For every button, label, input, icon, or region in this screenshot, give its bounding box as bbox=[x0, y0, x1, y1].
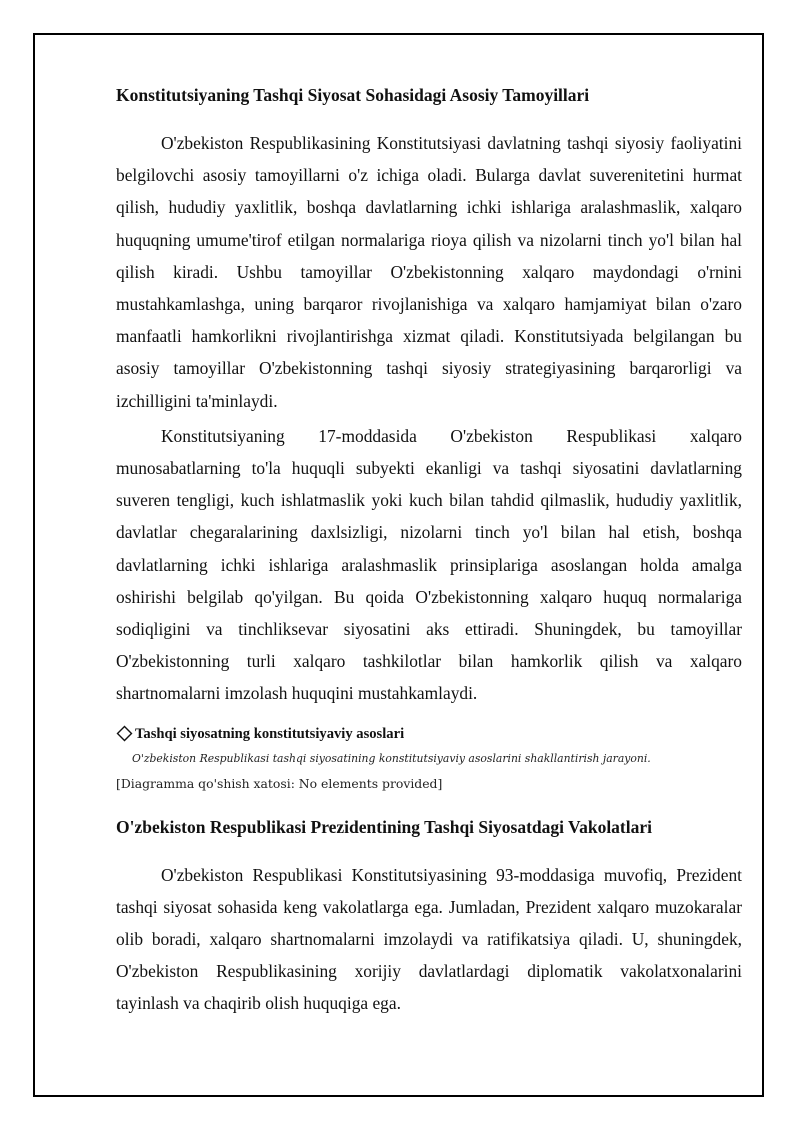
diagram-error-message: [Diagramma qo'shish xatosi: No elements provided] bbox=[116, 775, 443, 791]
paragraph-principles-2: Konstitutsiyaning 17-moddasida O'zbekiston Respublikasi xalqaro munosabatlarning to'la huquqli subyekti ekanligi va tashqi siyosatini davlatlarning suveren tengligi, kuch ishlatmaslik yoki kuch bilan tahdid qilmaslik, hududiy yaxlitlik, davlatlar chegaralarining daxlsizligi, nizolarni tinch yo'l bilan hal etish, boshqa davlatlarning ichki ishlariga aralashmaslik prinsiplariga asoslangan holda amalga oshirishi belgilab qo'yilgan. Bu qoida O'zbekistonning xalqaro huquq normalariga sodiqligini va tinchliksevar siyosatini aks ettiradi. Shuningdek, bu tamoyillar O'zbekistonning turli xalqaro tashkilotlar bilan hamkorlik qilish va xalqaro shartnomalarni imzolash huquqini mustahkamlaydi. bbox=[116, 425, 742, 704]
paragraph-principles-1: O'zbekiston Respublikasining Konstitutsiyasi davlatning tashqi siyosiy faoliyatini belgilovchi asosiy tamoyillarni o'z ichiga oladi. Bularga davlat suverenitetini hurmat qilish, hududiy yaxlitlik, boshqa davlatlarning ichki ishlariga aralashmaslik, xalqaro huquqning umume'tirof etilgan normalariga rioya qilish va nizolarni tinch yo'l bilan hal qilish kiradi. Ushbu tamoyillar O'zbekistonning xalqaro maydondagi o'rnini mustahkamlashga, uning barqaror rivojlanishiga va xalqaro hamjamiyat bilan o'zaro manfaatli hamkorlikni rivojlantirishga xizmat qiladi. Konstitutsiyada belgilangan bu asosiy tamoyillar O'zbekistonning tashqi siyosiy strategiyasining barqarorligi va izchilligini ta'minlaydi. bbox=[116, 133, 742, 411]
section-heading-president: O'zbekiston Respublikasi Prezidentining Tashqi Siyosatdagi Vakolatlari bbox=[116, 816, 653, 837]
document-body bbox=[116, 83, 742, 1014]
diagram-title: Tashqi siyosatning konstitutsiyaviy asoslari bbox=[135, 725, 405, 742]
diagram-title-row bbox=[116, 724, 742, 744]
paragraph-president-1: O'zbekiston Respublikasi Konstitutsiyasining 93-moddasiga muvofiq, Prezident tashqi siyosat sohasida keng vakolatlarga ega. Jumladan, Prezident xalqaro muzokaralar olib boradi, xalqaro shartnomalarni imzolaydi va ratifikatsiya qiladi. U, shuningdek, O'zbekiston Respublikasining xorijiy davlatlardagi diplomatik vakolatxonalarini tayinlash va chaqirib olish huquqiga ega. bbox=[116, 864, 742, 1014]
diagram-caption: O'zbekiston Respublikasi tashqi siyosatining konstitutsiyaviy asoslarini shakllantirish jarayoni. bbox=[132, 751, 651, 765]
diagram-placeholder bbox=[116, 724, 742, 793]
section-heading-principles: Konstitutsiyaning Tashqi Siyosat Sohasidagi Asosiy Tamoyillari bbox=[116, 85, 590, 105]
diamond-outline-icon bbox=[116, 725, 133, 742]
